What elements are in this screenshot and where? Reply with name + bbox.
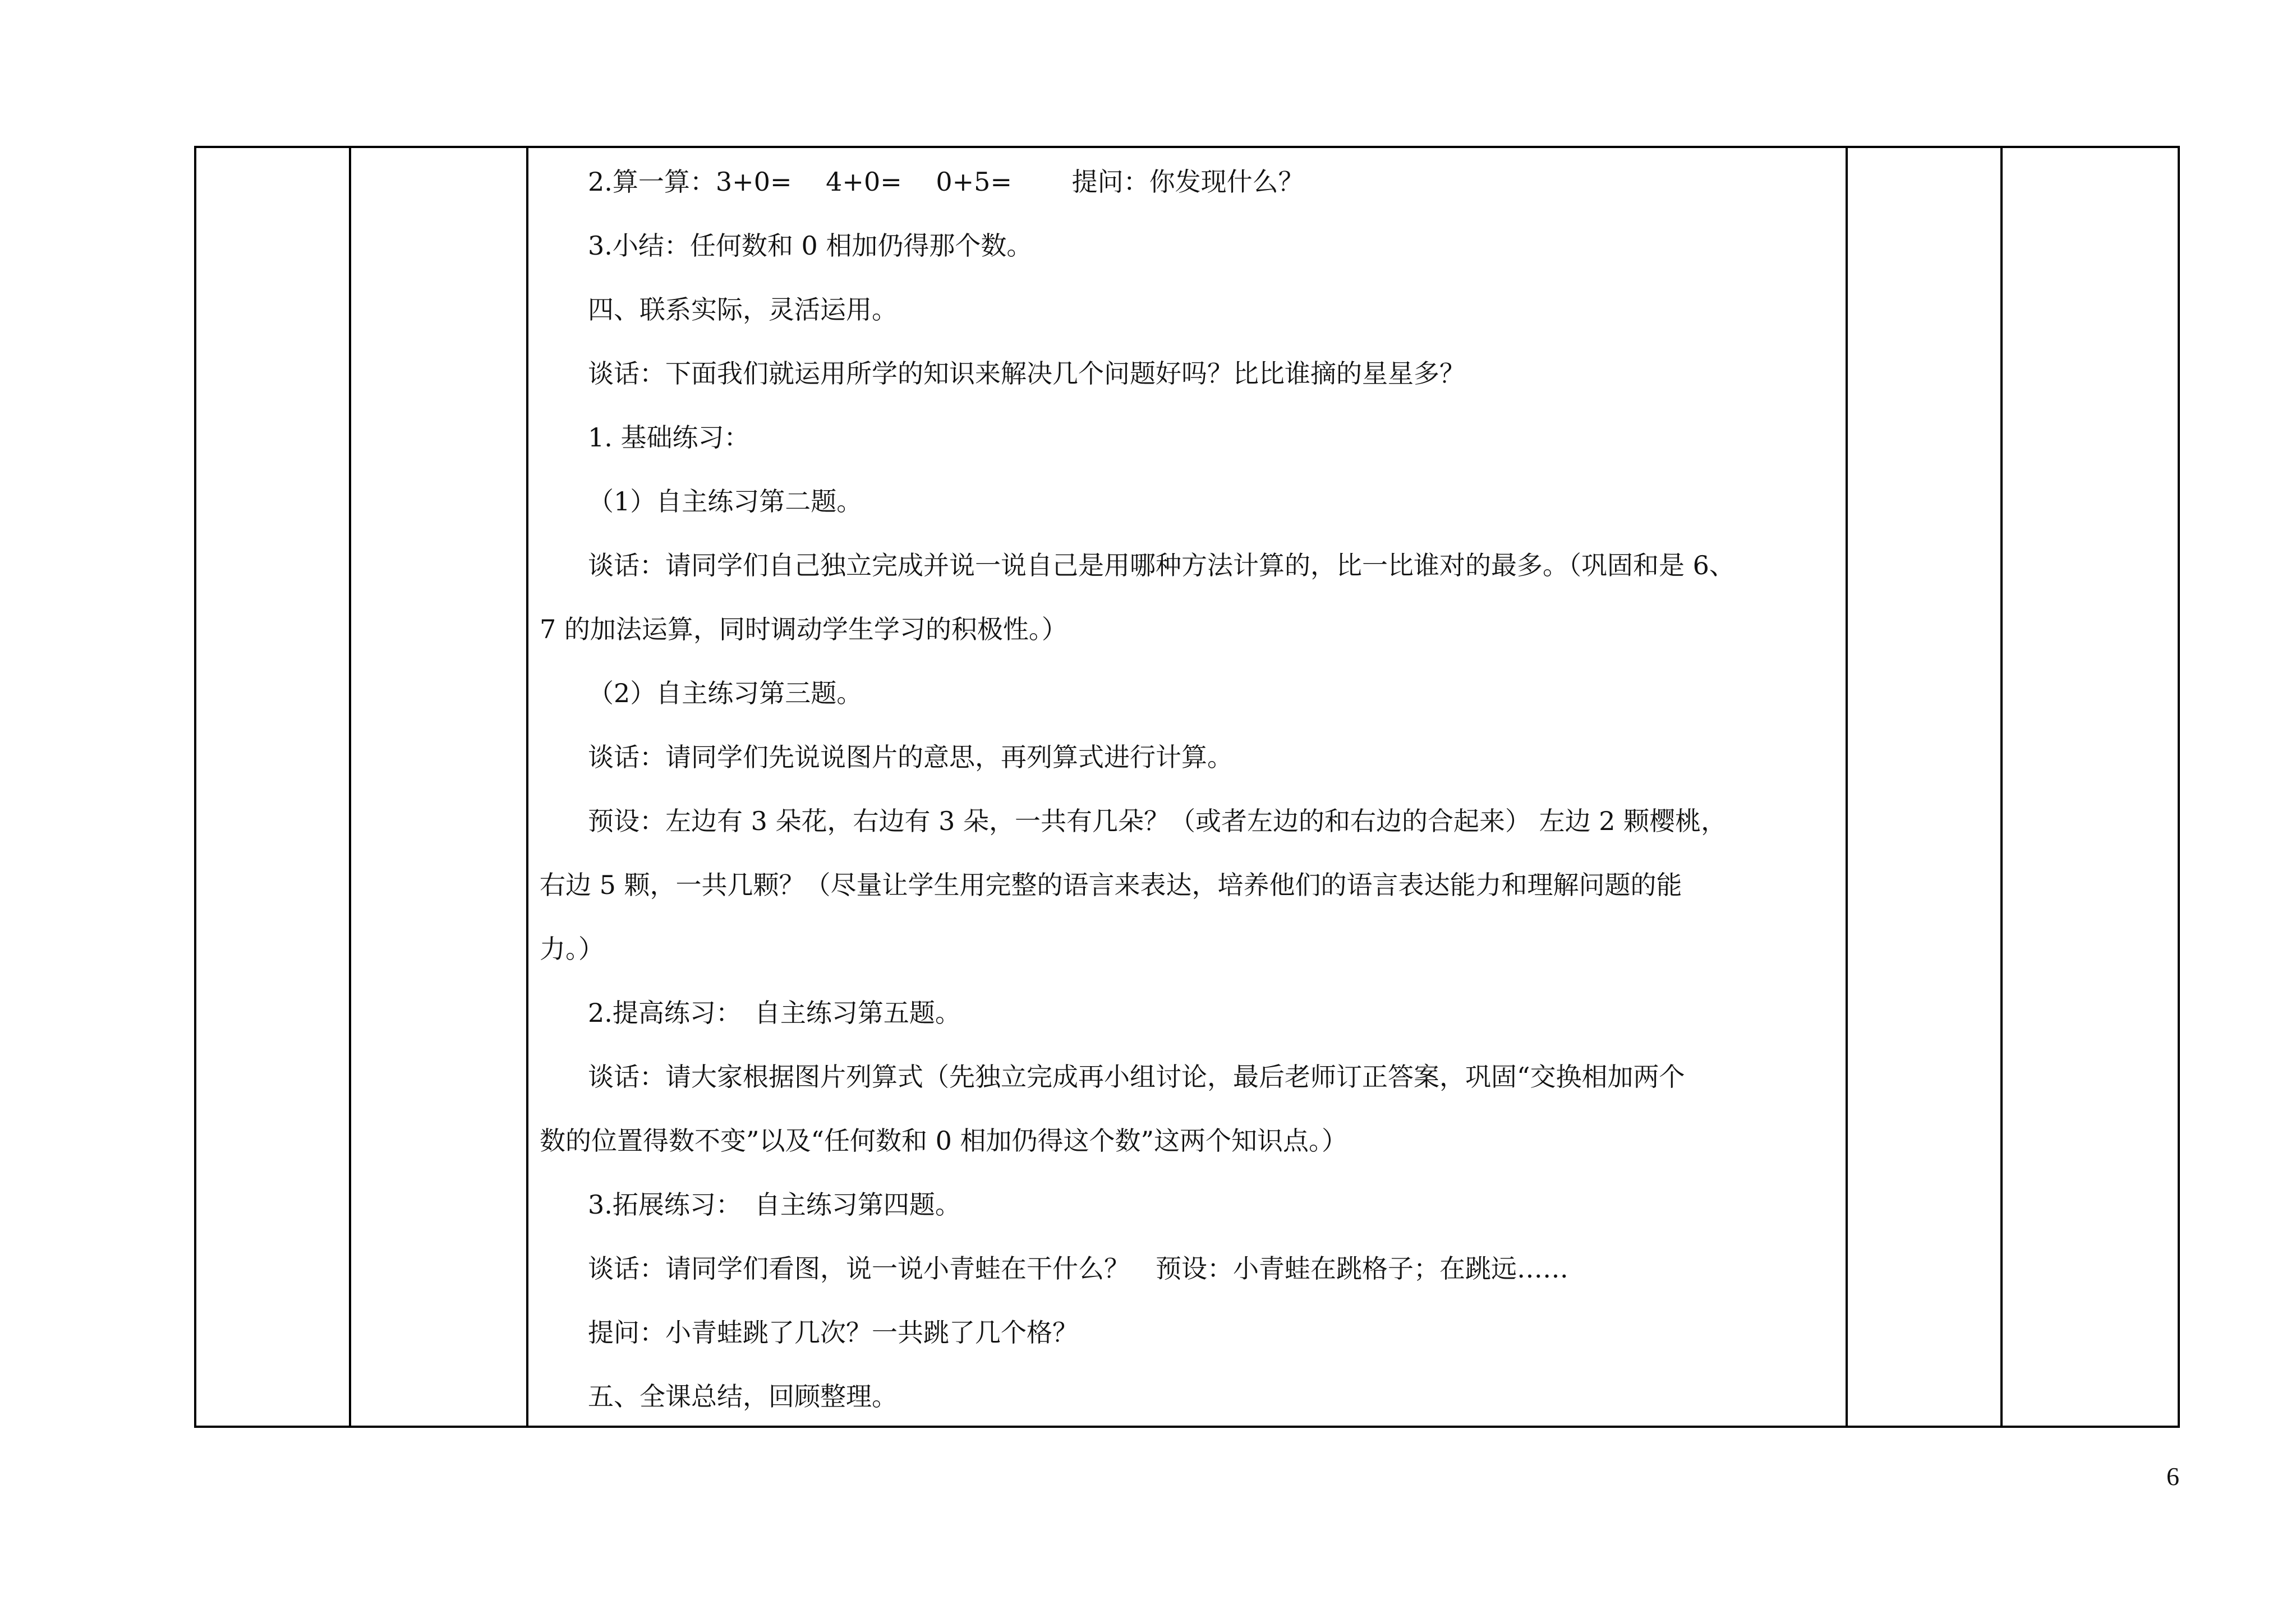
- teaching-process-cell: [527, 147, 1847, 1427]
- text-line: 预设：左边有 3 朵花，右边有 3 朵，一共有几朵？（或者左边的和右边的合起来） 左边 2 颗樱桃，: [588, 806, 1727, 836]
- text-line: 谈话：下面我们就运用所学的知识来解决几个问题好吗？比比谁摘的星星多？: [588, 358, 1465, 389]
- text-line: 3.小结：任何数和 0 相加仍得那个数。: [588, 230, 1033, 261]
- section-heading: 四、联系实际，灵活运用。: [588, 294, 898, 325]
- text-line: 2.算一算：3+0= 4+0= 0+5= 提问：你发现什么？: [588, 167, 1304, 197]
- text-line: （2）自主练习第三题。: [588, 678, 863, 708]
- text-line: 右边 5 颗，一共几颗？（尽量让学生用完整的语言来表达，培养他们的语言表达能力和理解问题的能: [540, 870, 1682, 900]
- empty-cell-1: [195, 147, 350, 1427]
- text-line: 提问：小青蛙跳了几次？一共跳了几个格？: [588, 1317, 1078, 1348]
- text-line: 力。）: [540, 934, 604, 964]
- lesson-plan-table: [194, 146, 2180, 1428]
- text-line: 谈话：请大家根据图片列算式（先独立完成再小组讨论，最后老师订正答案，巩固“交换相加两个: [588, 1062, 1685, 1092]
- empty-cell-5: [2001, 147, 2179, 1427]
- text-line: 数的位置得数不变”以及“任何数和 0 相加仍得这个数”这两个知识点。）: [540, 1126, 1348, 1156]
- text-line: 2.提高练习： 自主练习第五题。: [588, 998, 961, 1028]
- text-line: 谈话：请同学们自己独立完成并说一说自己是用哪种方法计算的，比一比谁对的最多。（巩固和是 6、: [588, 550, 1735, 580]
- table-row: [195, 147, 2179, 1427]
- text-line: 7 的加法运算，同时调动学生学习的积极性。）: [540, 614, 1068, 644]
- page-number: 6: [2166, 1462, 2179, 1491]
- text-line: （1）自主练习第二题。: [588, 486, 863, 517]
- text-line: 1. 基础练习：: [588, 422, 750, 453]
- text-line: 谈话：请同学们先说说图片的意思，再列算式进行计算。: [588, 742, 1233, 772]
- empty-cell-4: [1847, 147, 2001, 1427]
- section-heading: 五、全课总结，回顾整理。: [588, 1381, 898, 1412]
- text-line: 谈话：请同学们看图，说一说小青蛙在干什么？ 预设：小青蛙在跳格子；在跳远……: [588, 1253, 1568, 1284]
- empty-cell-2: [350, 147, 527, 1427]
- text-line: 3.拓展练习： 自主练习第四题。: [588, 1189, 961, 1220]
